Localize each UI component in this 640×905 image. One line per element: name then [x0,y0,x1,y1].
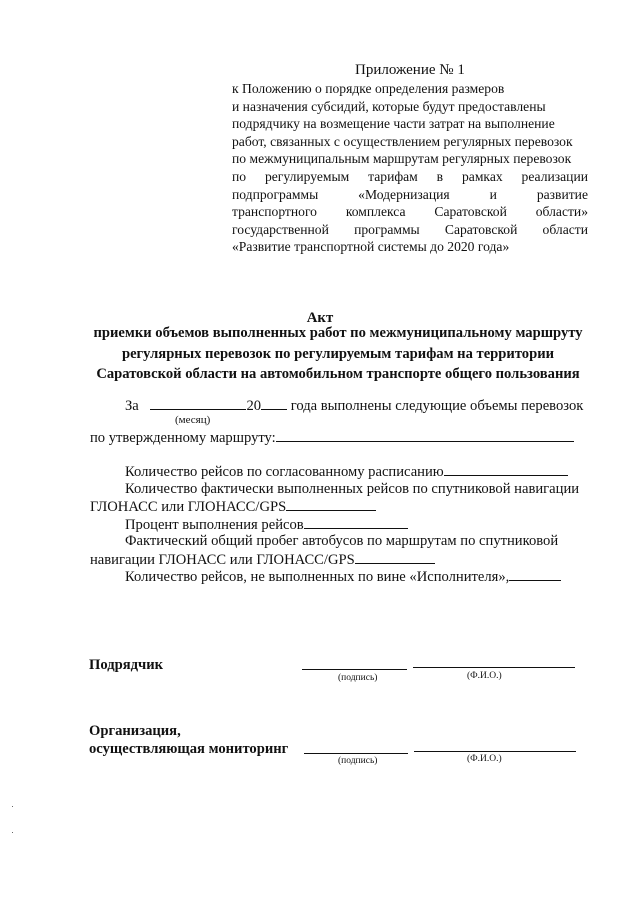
org-signature-line[interactable] [304,752,408,754]
appendix-text [232,80,588,256]
scheduled-trips-blank[interactable] [444,462,568,476]
route-blank[interactable] [276,428,574,442]
appendix-line: по межмуниципальным маршрутам регулярных перевозок [232,151,572,167]
org-name-line[interactable] [414,750,576,752]
mileage-line1: Фактический общий пробег автобусов по маршрутам по спутниковой [125,533,559,549]
year-blank[interactable] [261,396,287,410]
year-prefix: 20 [246,398,262,414]
contractor-name-line[interactable] [413,666,575,668]
appendix-line: к Положению о порядке определения размеров [232,81,505,96]
actual-trips-label: ГЛОНАСС или ГЛОНАСС/GPS [90,499,287,515]
period-prefix: За [125,398,139,414]
contractor-signature-hint: (подпись) [338,673,378,683]
scheduled-trips-line [125,462,568,481]
actual-trips-blank[interactable] [286,497,376,511]
failed-trips-label: Количество рейсов, не выполненных по вине «Исполнителя», [125,569,510,585]
org-signature-hint: (подпись) [338,756,378,766]
mileage-label: навигации ГЛОНАСС или ГЛОНАСС/GPS [90,552,355,568]
contractor-label: Подрядчик [89,657,164,673]
appendix-line: по регулируемым тарифам в рамках реализации [232,168,588,184]
appendix-line: работ, связанных с осуществлением регулярных перевозок [232,133,573,149]
route-label: по утвержденному маршруту: [90,430,276,446]
period-line [125,396,583,415]
failed-trips-line [125,567,561,586]
period-suffix: года выполнены следующие объемы перевозок [290,398,584,414]
contractor-name-hint: (Ф.И.О.) [467,671,502,681]
failed-trips-blank[interactable] [509,567,561,581]
appendix-line: транспортного комплекса Саратовской области» [232,204,588,220]
act-subtitle-line: Саратовской области на автомобильном транспорте общего пользования [96,366,580,382]
completion-label: Процент выполнения рейсов [125,517,304,533]
scan-mark [12,832,13,833]
month-blank[interactable] [150,396,246,410]
appendix-line: подрядчику на возмещение части затрат на выполнение [232,116,555,132]
actual-trips-line1: Количество фактически выполненных рейсов по спутниковой навигации [125,481,580,497]
month-hint: (месяц) [175,414,211,426]
org-name-hint: (Ф.И.О.) [467,754,502,764]
appendix-line: и назначения субсидий, которые будут предоставлены [232,98,546,114]
act-subtitle-line: приемки объемов выполненных работ по межмуниципальному маршруту [93,325,583,341]
appendix-line: государственной программы Саратовской области [232,221,588,237]
mileage-blank[interactable] [355,550,435,564]
act-title: Акт [306,310,334,326]
org-label-line1: Организация, [89,723,181,739]
actual-trips-line2 [90,497,376,516]
act-subtitle-line: регулярных перевозок по регулируемым тарифам на территории [121,346,555,362]
completion-blank[interactable] [304,515,408,529]
appendix-line: «Развитие транспортной системы до 2020 года» [232,239,510,255]
scan-mark [12,806,13,807]
route-line [90,428,574,447]
scheduled-trips-label: Количество рейсов по согласованному расписанию [125,464,444,480]
appendix-line: подпрограммы «Модернизация и развитие [232,186,588,202]
org-label-line2: осуществляющая мониторинг [89,741,289,757]
contractor-signature-line[interactable] [302,668,407,670]
appendix-title: Приложение № 1 [355,62,465,78]
